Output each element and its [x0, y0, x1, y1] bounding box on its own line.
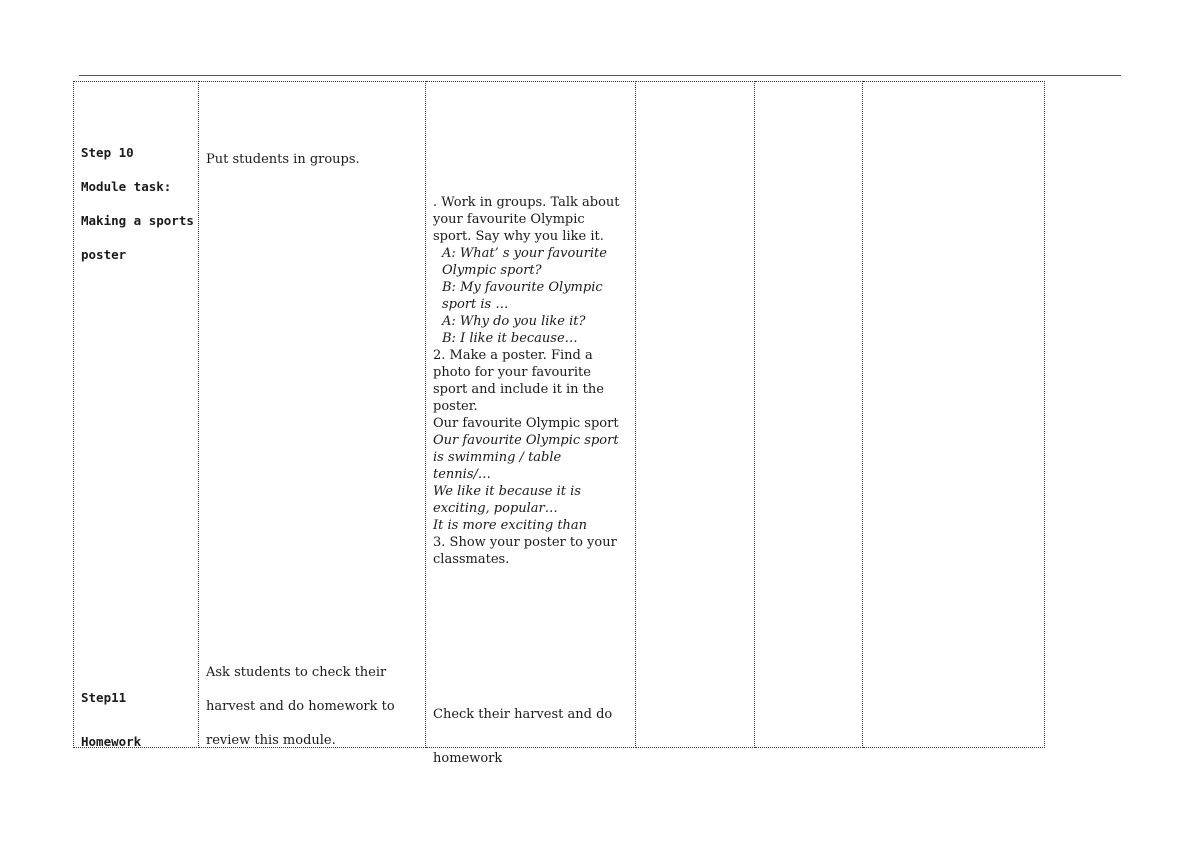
student-activity-line: is swimming / table [433, 450, 562, 465]
student-activity-line: B: My favourite Olympic [442, 280, 603, 295]
student-activity-line: 3. Show your poster to your [433, 535, 617, 550]
student-activity-line: your favourite Olympic [433, 212, 585, 227]
student-activity-line: We like it because it is [433, 484, 581, 499]
step11-teacher-activity [206, 647, 395, 766]
student-activity-line: sport and include it in the [433, 382, 604, 397]
step10-title-line: poster [81, 247, 127, 262]
step11-title-line: Step11 [81, 690, 127, 705]
step11-teacher-line: Ask students to check their [206, 665, 387, 680]
step11-student-line: Check their harvest and do [433, 707, 613, 722]
empty-cell [636, 82, 755, 748]
student-activity-line: Our favourite Olympic sport [433, 433, 619, 448]
student-activity-line: A: What’ s your favourite [442, 246, 607, 261]
student-activity-line: Our favourite Olympic sport [433, 416, 619, 431]
step11-title [81, 665, 141, 775]
student-activity-cell [426, 82, 636, 766]
student-activity-line: It is more exciting than [433, 518, 588, 533]
student-activity-line: tennis/… [433, 467, 491, 482]
empty-cell [755, 82, 863, 748]
student-activity-line: poster. [433, 399, 478, 414]
step10-student-activity [433, 194, 620, 568]
student-activity-line: sport. Say why you like it. [433, 229, 604, 244]
header-rule [79, 75, 1121, 76]
step11-teacher-line: harvest and do homework to [206, 699, 395, 714]
step10-teacher-activity: Put students in groups. [206, 152, 360, 167]
step10-title [81, 127, 194, 280]
student-activity-line: photo for your favourite [433, 365, 591, 380]
student-activity-line: A: Why do you like it? [442, 314, 586, 329]
step11-title-line: Homework [81, 734, 142, 749]
teacher-activity-cell [199, 82, 426, 748]
step-column-cell [74, 82, 199, 748]
step11-student-line: homework [433, 751, 503, 766]
table-row [74, 82, 1045, 748]
student-activity-line: B: I like it because… [442, 331, 578, 346]
student-activity-line: 2. Make a poster. Find a [433, 348, 593, 363]
step10-title-line: Step 10 [81, 145, 134, 160]
lesson-plan-table [73, 81, 1045, 766]
student-activity-line: classmates. [433, 552, 510, 567]
student-activity-line: exciting, popular… [433, 501, 558, 516]
student-activity-line: Olympic sport? [442, 263, 542, 278]
student-activity-line: sport is … [442, 297, 509, 312]
step11-teacher-line: review this module. [206, 733, 336, 748]
student-activity-line: . Work in groups. Talk about [433, 195, 620, 210]
empty-cell [863, 82, 1045, 748]
step10-title-line: Module task: [81, 179, 172, 194]
step11-student-activity [433, 682, 612, 792]
step10-title-line: Making a sports [81, 213, 194, 228]
